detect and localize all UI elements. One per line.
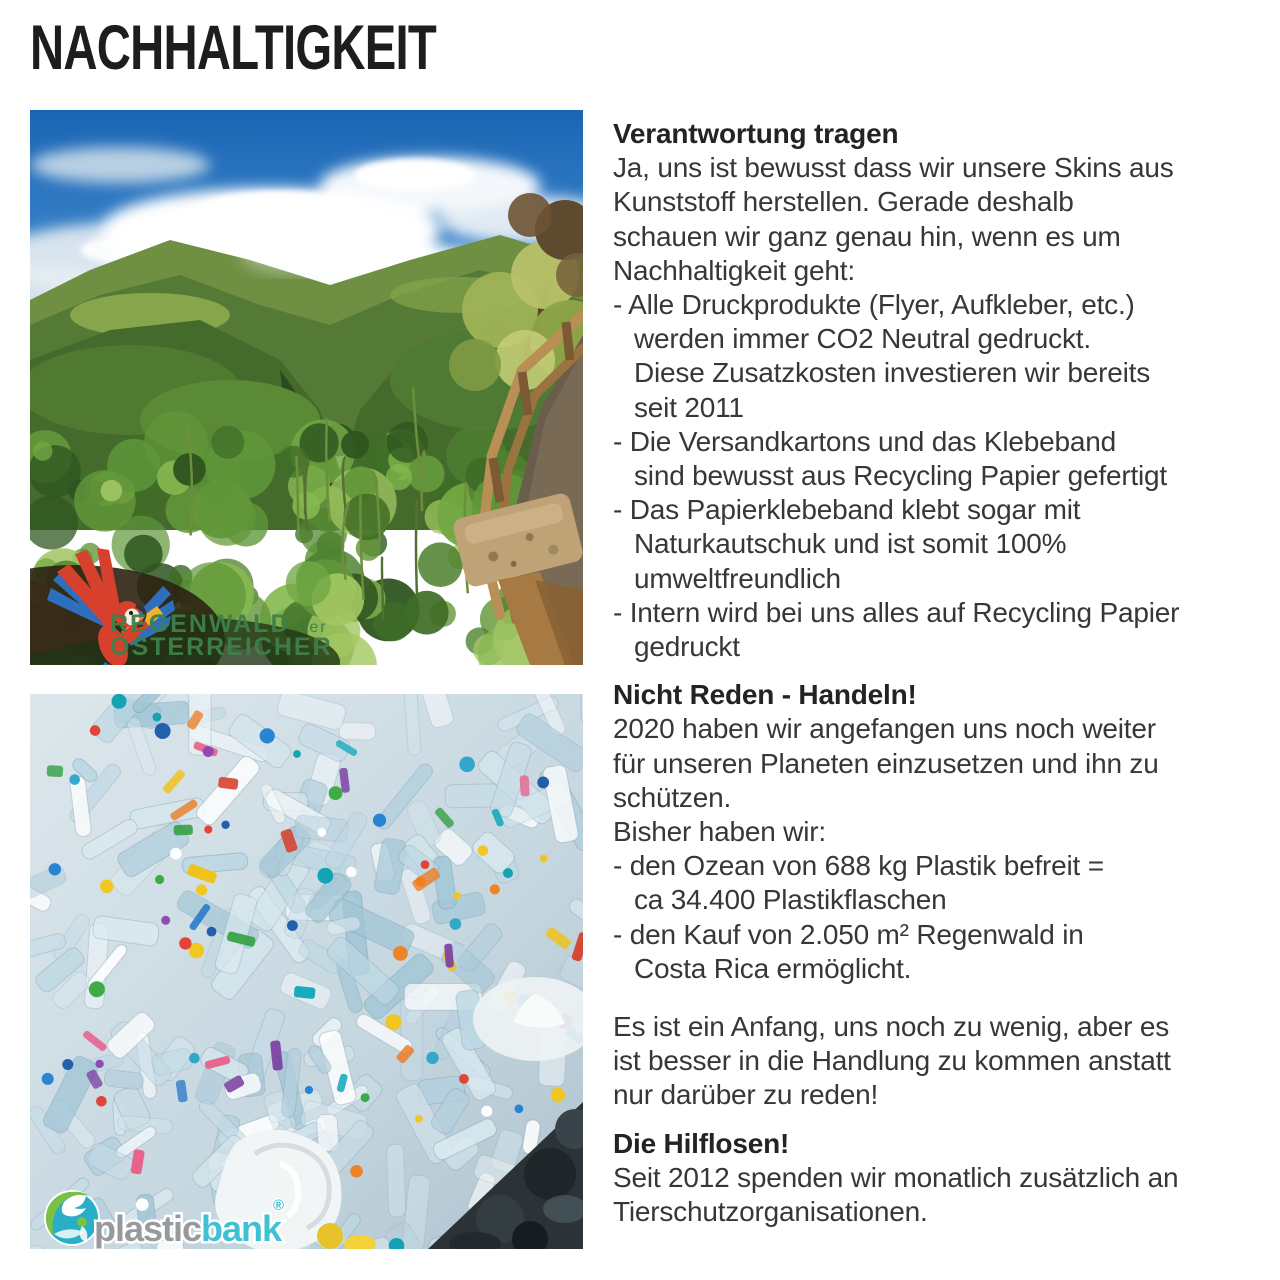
- svg-text:REGENWALDder: REGENWALD der: [110, 610, 328, 638]
- text-line: Ja, uns ist bewusst dass wir unsere Skins aus: [613, 152, 1174, 184]
- text-line: schützen.: [613, 781, 732, 813]
- plastic-bottles-photo: [30, 694, 583, 1249]
- text-line: Tierschutzorganisationen.: [613, 1196, 928, 1228]
- bullet-line: - den Kauf von 2.050 m² Regenwald in: [613, 918, 1084, 950]
- text-line: nur darüber zu reden!: [613, 1079, 879, 1111]
- text-line: Bisher haben wir:: [613, 816, 826, 848]
- bullet-line: gedruckt: [634, 631, 740, 663]
- bullet-line: - den Ozean von 688 kg Plastik befreit =: [613, 850, 1104, 882]
- text-line: Seit 2012 spenden wir monatlich zusätzlich an: [613, 1161, 1179, 1193]
- section-heading: Verantwortung tragen: [613, 118, 899, 149]
- text-line: Nachhaltigkeit geht:: [613, 254, 855, 286]
- bullet-line: - Die Versandkartons und das Klebeband: [613, 425, 1116, 457]
- svg-text:ÖSTERREICHER: ÖSTERREICHER: [110, 633, 333, 661]
- text-line: Kunststoff herstellen. Gerade deshalb: [613, 186, 1074, 218]
- page-title: NACHHALTIGKEIT: [30, 13, 436, 83]
- svg-text:plasticbank: plasticbank: [94, 1208, 282, 1249]
- bullet-line: Costa Rica ermöglicht.: [634, 952, 912, 984]
- bullet-line: - Intern wird bei uns alles auf Recycling Papier: [613, 596, 1180, 628]
- bullet-line: Diese Zusatzkosten investieren wir bereits: [634, 357, 1151, 389]
- section-heading: Die Hilflosen!: [613, 1127, 790, 1159]
- bullet-line: - Alle Druckprodukte (Flyer, Aufkleber, etc.): [613, 289, 1135, 321]
- text-line: für unseren Planeten einzusetzen und ihn zu: [613, 747, 1159, 779]
- section-heading: Nicht Reden - Handeln!: [613, 679, 917, 711]
- bullet-line: ca 34.400 Plastikflaschen: [634, 884, 947, 916]
- text-line: 2020 haben wir angefangen uns noch weiter: [613, 713, 1156, 745]
- bullet-line: umweltfreundlich: [634, 562, 841, 594]
- bullet-line: sind bewusst aus Recycling Papier gefertigt: [634, 460, 1168, 492]
- text-line: Es ist ein Anfang, uns noch zu wenig, aber es: [613, 1011, 1170, 1043]
- text-line: schauen wir ganz genau hin, wenn es um: [613, 220, 1121, 252]
- bullet-line: - Das Papierklebeband klebt sogar mit: [613, 494, 1081, 526]
- bullet-line: werden immer CO2 Neutral gedruckt.: [634, 323, 1091, 355]
- svg-text:®: ®: [273, 1197, 285, 1214]
- rainforest-photo: [30, 110, 583, 665]
- text-column: [613, 117, 1273, 1229]
- bullet-line: Naturkautschuk und ist somit 100%: [634, 528, 1067, 560]
- text-line: ist besser in die Handlung zu kommen anstatt: [613, 1045, 1171, 1077]
- bullet-line: seit 2011: [634, 391, 744, 423]
